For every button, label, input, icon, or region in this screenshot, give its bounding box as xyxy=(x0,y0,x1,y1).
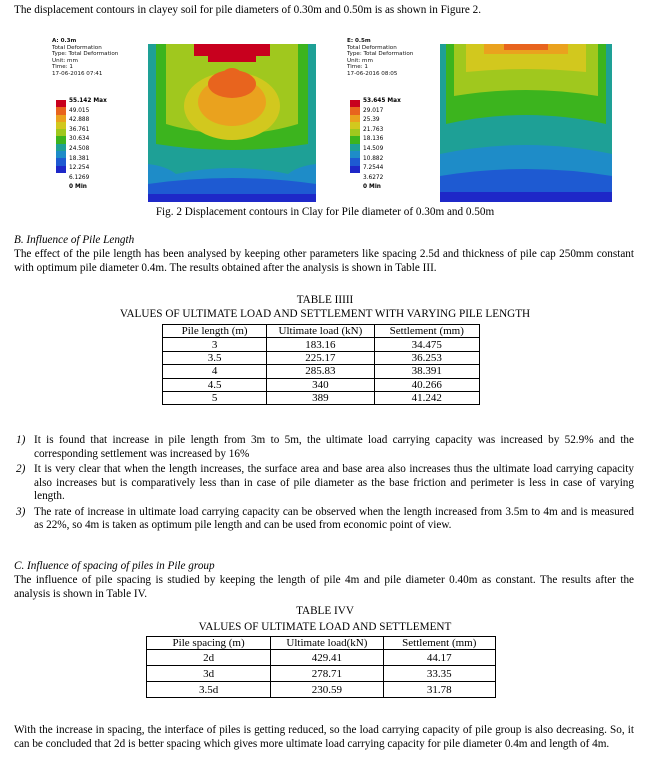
table-cell: 4.5 xyxy=(163,378,267,391)
table-cell: 41.242 xyxy=(374,391,479,404)
list-number: 3) xyxy=(16,505,26,518)
section-c-paragraph: The influence of pile spacing is studied by keeping the length of pile 4m and pile diameter 0.40m as constant. The results after the analysis is shown in Table IV. xyxy=(14,574,634,600)
left-legend-line: Total Deformation xyxy=(52,44,102,51)
color-swatch xyxy=(56,136,66,143)
right-legend xyxy=(347,38,413,78)
table-cell: 3.5 xyxy=(163,351,267,364)
color-swatch xyxy=(350,107,360,114)
scale-label: 3.6272 xyxy=(363,174,384,181)
table3-label: TABLE IIIII xyxy=(296,294,354,306)
table-cell: 33.35 xyxy=(383,666,495,682)
left-color-scale xyxy=(56,98,107,191)
color-swatch xyxy=(56,151,66,158)
table-row xyxy=(163,365,480,378)
color-swatch xyxy=(350,144,360,151)
column-header: Settlement (mm) xyxy=(374,325,479,338)
left-legend-line: Unit: mm xyxy=(52,57,78,64)
table-header-row xyxy=(163,325,480,338)
table-cell: 3.5d xyxy=(147,682,271,698)
right-legend-line: Unit: mm xyxy=(347,57,373,64)
table-header-row xyxy=(147,637,496,650)
table-cell: 4 xyxy=(163,365,267,378)
findings-list xyxy=(14,434,634,535)
table-cell: 44.17 xyxy=(383,650,495,666)
left-legend-title: A: 0.3m xyxy=(52,38,77,44)
table-cell: 40.266 xyxy=(374,378,479,391)
right-legend-line: Time: 1 xyxy=(347,64,368,71)
section-b-paragraph: The effect of the pile length has been analysed by keeping other parameters like spacing 2.5d and thickness of pile cap 250mm constant with optimum pile diameter 0.4m. The results obtained after the analysis is shown in Table III. xyxy=(14,248,634,274)
color-swatch xyxy=(56,122,66,129)
table-cell: 36.253 xyxy=(374,351,479,364)
scale-label: 42.888 xyxy=(69,117,90,124)
column-header: Ultimate load (kN) xyxy=(267,325,374,338)
table-row xyxy=(147,650,496,666)
conclusion-paragraph: With the increase in spacing, the interface of piles is getting reduced, so the load carrying capacity of pile group is also decreasing. So, it can be concluded that 2d is better spacing which gives more ultimate load carrying capacity for pile diameter 0.4m and length of 4m. xyxy=(14,724,634,750)
table4-label: TABLE IVV xyxy=(296,605,354,617)
scale-label: 36.761 xyxy=(69,126,90,133)
right-legend-line: Total Deformation xyxy=(347,44,397,51)
scale-label: 30.634 xyxy=(69,136,90,143)
left-legend-line: 17-06-2016 07:41 xyxy=(52,70,103,77)
table-cell: 285.83 xyxy=(267,365,374,378)
list-item xyxy=(14,463,634,504)
scale-label: 12.254 xyxy=(69,165,90,172)
table-cell: 2d xyxy=(147,650,271,666)
table-cell: 340 xyxy=(267,378,374,391)
color-swatch xyxy=(56,129,66,136)
scale-label: 29.017 xyxy=(363,107,384,114)
color-swatch xyxy=(56,166,66,173)
right-legend-line: 17-06-2016 08:05 xyxy=(347,70,398,77)
left-legend xyxy=(52,38,118,78)
column-header: Pile spacing (m) xyxy=(147,637,271,650)
table4-title: VALUES OF ULTIMATE LOAD AND SETTLEMENT xyxy=(198,621,452,633)
color-swatch xyxy=(56,100,66,107)
color-swatch xyxy=(56,158,66,165)
table-row xyxy=(147,666,496,682)
section-c-heading: C. Influence of spacing of piles in Pile group xyxy=(14,560,215,572)
scale-label: 14.509 xyxy=(363,146,384,152)
list-number: 1) xyxy=(16,434,26,446)
left-legend-line: Time: 1 xyxy=(52,64,73,71)
list-item-text: It is found that increase in pile length from 3m to 5m, the ultimate load carrying capacity was increased by 52.9% and the corresponding settlement was increased by 16% xyxy=(34,434,634,460)
table-cell: 278.71 xyxy=(271,666,383,682)
table-cell: 3 xyxy=(163,338,267,351)
table3 xyxy=(162,324,480,405)
scale-label: 24.508 xyxy=(69,146,90,152)
left-legend-line: Type: Total Deformation xyxy=(52,51,119,58)
scale-max-label: 55.142 Max xyxy=(69,98,107,104)
scale-min-label: 0 Min xyxy=(69,184,87,191)
table-cell: 34.475 xyxy=(374,338,479,351)
color-swatch xyxy=(350,136,360,143)
color-swatch xyxy=(56,144,66,151)
list-item-text: The rate of increase in ultimate load carrying capacity can be observed when the length increased from 3.5m to 4m and is measured as 22%, so 4m is taken as optimum pile length and can be used from economic point of view. xyxy=(34,505,634,531)
table4 xyxy=(146,636,496,698)
scale-label: 7.2544 xyxy=(363,165,384,172)
table-row xyxy=(163,391,480,404)
table-cell: 3d xyxy=(147,666,271,682)
section-b-heading: B. Influence of Pile Length xyxy=(14,234,135,246)
table-row xyxy=(163,338,480,351)
table-cell: 429.41 xyxy=(271,650,383,666)
scale-label: 18.381 xyxy=(69,155,90,162)
right-legend-line: Type: Total Deformation xyxy=(347,51,414,58)
scale-label: 21.763 xyxy=(363,126,384,133)
color-swatch xyxy=(350,115,360,122)
color-swatch xyxy=(56,115,66,122)
table-cell: 183.16 xyxy=(267,338,374,351)
table-row xyxy=(163,351,480,364)
table-cell: 38.391 xyxy=(374,365,479,378)
figure-caption: Fig. 2 Displacement contours in Clay for Pile diameter of 0.30m and 0.50m xyxy=(155,206,495,218)
table-row xyxy=(163,378,480,391)
color-swatch xyxy=(350,151,360,158)
table-cell: 31.78 xyxy=(383,682,495,698)
color-swatch xyxy=(350,100,360,107)
table-cell: 225.17 xyxy=(267,351,374,364)
right-contour-plot xyxy=(440,44,612,202)
right-color-scale xyxy=(350,98,401,191)
color-swatch xyxy=(350,122,360,129)
table-cell: 230.59 xyxy=(271,682,383,698)
scale-label: 10.882 xyxy=(363,155,384,162)
right-legend-title: E: 0.5m xyxy=(347,38,371,44)
column-header: Settlement (mm) xyxy=(383,637,495,650)
list-number: 2) xyxy=(16,463,26,475)
scale-label: 25.39 xyxy=(363,117,380,124)
left-contour-plot xyxy=(148,44,316,202)
scale-label: 49.015 xyxy=(69,107,90,114)
column-header: Ultimate load(kN) xyxy=(271,637,383,650)
color-swatch xyxy=(350,166,360,173)
color-swatch xyxy=(350,129,360,136)
column-header: Pile length (m) xyxy=(163,325,267,338)
list-item-text: It is very clear that when the length increases, the surface area and base area also increases thus the ultimate load carrying capacity also increases but is comparatively less than in case of pile diameter as the base friction and perimeter is less in case of varying length. xyxy=(34,463,634,502)
color-swatch xyxy=(350,158,360,165)
scale-label: 18.136 xyxy=(363,136,384,143)
table-cell: 389 xyxy=(267,391,374,404)
color-swatch xyxy=(56,107,66,114)
table3-title: VALUES OF ULTIMATE LOAD AND SETTLEMENT WITH VARYING PILE LENGTH xyxy=(119,308,531,320)
intro-text: The displacement contours in clayey soil for pile diameters of 0.30m and 0.50m is as shown in Figure 2. xyxy=(14,4,481,16)
scale-max-label: 53.645 Max xyxy=(363,98,401,104)
scale-label: 6.1269 xyxy=(69,174,90,181)
table-cell: 5 xyxy=(163,391,267,404)
list-item xyxy=(14,506,634,533)
scale-min-label: 0 Min xyxy=(363,184,381,191)
table-row xyxy=(147,682,496,698)
list-item xyxy=(14,434,634,461)
